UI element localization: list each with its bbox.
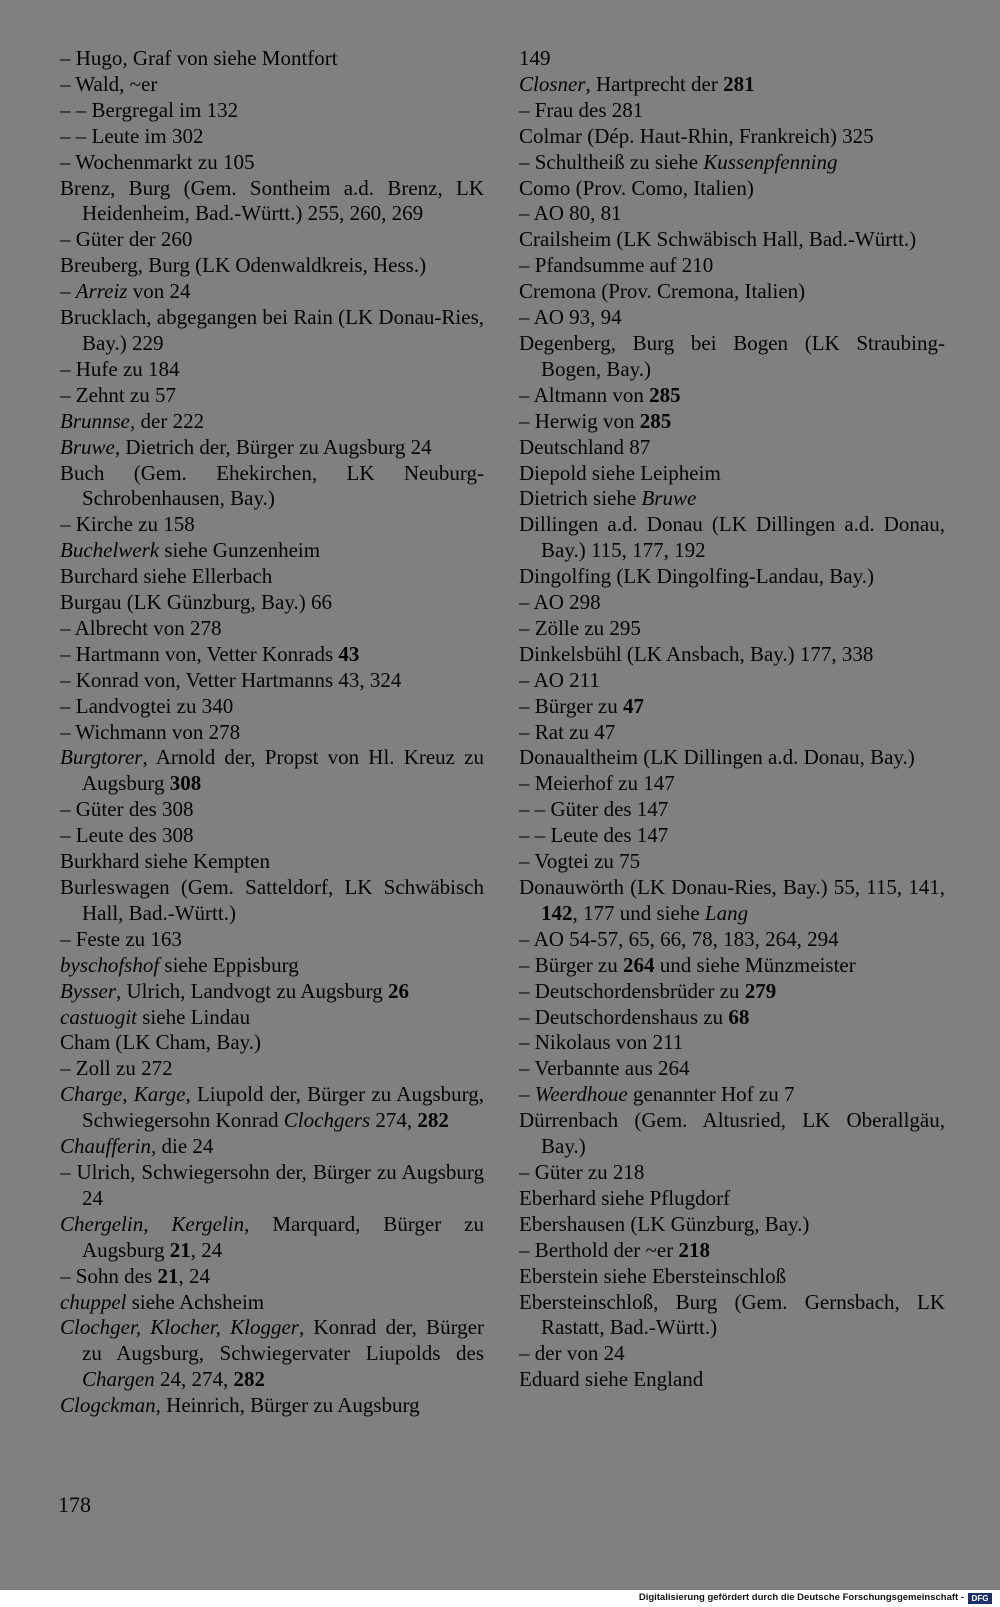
index-entry-text: – Hugo, Graf von siehe Montfort bbox=[60, 46, 338, 70]
index-entry-italic: Lang bbox=[704, 900, 749, 925]
index-entry-text: – Altmann von bbox=[519, 382, 650, 407]
index-entry bbox=[519, 694, 945, 720]
index-entry-text: – – Bergregal im 132 bbox=[60, 97, 239, 122]
index-entry-text: – Zölle zu 295 bbox=[519, 615, 641, 640]
index-entry-bold: 21 bbox=[157, 1263, 179, 1288]
index-entry-text: – Kirche zu 158 bbox=[60, 512, 195, 537]
index-entry bbox=[519, 927, 945, 953]
index-entry-text: Ebershausen (LK Günzburg, Bay.) bbox=[519, 1211, 810, 1236]
index-entry-text: – Herwig von bbox=[519, 408, 640, 433]
index-entry-text: – Zehnt zu 57 bbox=[60, 382, 177, 407]
index-entry-italic: Brunnse bbox=[60, 408, 130, 433]
index-entry-text: , Hartprecht der bbox=[585, 71, 724, 96]
index-entry-italic: Weerdhoue bbox=[534, 1082, 628, 1107]
index-entry-text: – Zoll zu 272 bbox=[60, 1056, 173, 1081]
index-entry bbox=[519, 1108, 945, 1160]
index-entry bbox=[60, 253, 484, 279]
index-entry bbox=[60, 590, 484, 616]
index-entry bbox=[60, 512, 484, 538]
index-entry bbox=[60, 357, 484, 383]
index-entry-text: – Vogtei zu 75 bbox=[519, 849, 641, 874]
index-entry-text: – Deutschordenshaus zu bbox=[519, 1004, 729, 1029]
index-entry-italic: Buchelwerk bbox=[60, 538, 160, 563]
index-entry bbox=[60, 1160, 484, 1212]
index-entry-text: – Frau des 281 bbox=[519, 97, 644, 122]
index-entry bbox=[519, 227, 945, 253]
index-entry-text: , Liupold der, Bürger zu Augsburg, Schwiegersohn Konrad bbox=[82, 1082, 484, 1133]
index-entry-text: Burchard siehe Ellerbach bbox=[60, 564, 273, 589]
index-entry-italic: Burgtorer bbox=[60, 745, 143, 770]
index-entry bbox=[60, 849, 484, 875]
index-entry bbox=[519, 1238, 945, 1264]
index-entry-text: , Konrad der, Bürger zu Augsburg, Schwiegervater Liupolds des bbox=[82, 1315, 484, 1366]
index-entry-italic: Charge, Karge bbox=[60, 1082, 186, 1107]
index-entry-bold: 285 bbox=[639, 408, 672, 433]
index-entry-text: Brenz, Burg (Gem. Sontheim a.d. Brenz, LK Heidenheim, Bad.-Württ.) 255, 260, 269 bbox=[60, 175, 484, 226]
index-entry-text: Dürrenbach (Gem. Altusried, LK Oberallgäu, Bay.) bbox=[519, 1108, 945, 1159]
index-entry bbox=[60, 1134, 484, 1160]
index-entry bbox=[519, 486, 945, 512]
index-entry-text: – Ulrich, Schwiegersohn der, Bürger zu Augsburg 24 bbox=[60, 1159, 484, 1210]
index-entry-text: Degenberg, Burg bei Bogen (LK Straubing-Bogen, Bay.) bbox=[519, 330, 945, 381]
index-entry bbox=[60, 1315, 484, 1393]
index-entry-text: Dietrich siehe bbox=[519, 486, 642, 511]
index-entry bbox=[519, 668, 945, 694]
index-entry-text: Eberhard siehe Pflugdorf bbox=[519, 1185, 731, 1210]
index-entry-text: – Pfandsumme auf 210 bbox=[519, 253, 714, 278]
index-entry bbox=[519, 1186, 945, 1212]
index-entry bbox=[60, 745, 484, 797]
index-entry-text: Eduard siehe England bbox=[519, 1367, 704, 1392]
index-entry bbox=[60, 875, 484, 927]
index-entry bbox=[60, 1290, 484, 1316]
index-entry-text: – AO 298 bbox=[519, 590, 601, 615]
index-entry-text: Donaualtheim (LK Dillingen a.d. Donau, Bay.) bbox=[519, 745, 915, 770]
index-entry bbox=[60, 279, 484, 305]
index-entry bbox=[60, 305, 484, 357]
index-entry-text: – Sohn des bbox=[60, 1263, 158, 1288]
index-entry-text: – bbox=[60, 279, 76, 304]
index-entry-text: Burleswagen (Gem. Satteldorf, LK Schwäbisch Hall, Bad.-Württ.) bbox=[60, 875, 484, 925]
index-entry bbox=[519, 461, 945, 487]
index-entry-text: , 24 bbox=[190, 1237, 223, 1262]
index-entry bbox=[519, 1160, 945, 1186]
index-entry-bold: 279 bbox=[744, 978, 777, 1003]
index-entry-text: Donauwörth (LK Donau-Ries, Bay.) 55, 115, 141, bbox=[519, 875, 945, 899]
index-entry-text: , der 222 bbox=[130, 408, 205, 433]
index-entry bbox=[519, 253, 945, 279]
index-entry-italic: Closner bbox=[519, 71, 586, 96]
index-entry-bold: 26 bbox=[388, 978, 409, 1003]
index-entry-text: und siehe Münzmeister bbox=[654, 952, 856, 977]
index-entry-text: – – Güter des 147 bbox=[519, 797, 669, 822]
index-entry bbox=[519, 279, 945, 305]
index-entry-text: 149 bbox=[519, 46, 551, 70]
index-entry-text: – AO 80, 81 bbox=[519, 201, 622, 226]
index-entry-text: – Wochenmarkt zu 105 bbox=[60, 149, 255, 174]
index-entry-text: – AO 54-57, 65, 66, 78, 183, 264, 294 bbox=[519, 926, 839, 951]
index-entry bbox=[519, 176, 945, 202]
index-entry bbox=[519, 590, 945, 616]
index-entry-bold: 142 bbox=[541, 900, 573, 925]
index-entry-text: – bbox=[519, 1082, 535, 1107]
index-entry-text: – – Leute des 147 bbox=[519, 823, 669, 848]
index-entry-text: , Heinrich, Bürger zu Augsburg bbox=[155, 1393, 420, 1418]
index-entry bbox=[60, 409, 484, 435]
index-entry bbox=[60, 1212, 484, 1264]
index-entry bbox=[519, 98, 945, 124]
index-entry-text: – Berthold der ~er bbox=[519, 1237, 679, 1262]
index-entry-text: – Landvogtei zu 340 bbox=[60, 693, 234, 718]
index-entry-italic: castuogit bbox=[60, 1004, 137, 1029]
index-entry-text: Como (Prov. Como, Italien) bbox=[519, 175, 754, 200]
index-entry bbox=[519, 1341, 945, 1367]
index-entry bbox=[60, 1393, 484, 1419]
index-entry-bold: 264 bbox=[623, 952, 655, 977]
index-entry bbox=[60, 668, 484, 694]
index-entry-bold: 68 bbox=[728, 1004, 750, 1029]
index-entry bbox=[60, 538, 484, 564]
index-entry-italic: byschofshof bbox=[60, 952, 160, 977]
index-entry bbox=[60, 98, 484, 124]
index-entry bbox=[519, 46, 945, 72]
index-entry bbox=[519, 1212, 945, 1238]
index-entry-text: , Ulrich, Landvogt zu Augsburg bbox=[116, 978, 388, 1003]
footer-bar bbox=[0, 1590, 1000, 1607]
index-column-right bbox=[519, 46, 945, 1393]
index-entry bbox=[60, 72, 484, 98]
index-entry bbox=[519, 642, 945, 668]
index-entry bbox=[60, 979, 484, 1005]
index-entry-text: Burgau (LK Günzburg, Bay.) 66 bbox=[60, 590, 332, 615]
index-entry-bold: 282 bbox=[233, 1367, 265, 1392]
index-entry-text: siehe Achsheim bbox=[126, 1289, 265, 1314]
index-entry-text: – Wichmann von 278 bbox=[60, 719, 241, 744]
index-entry-italic: Clochger, Klocher, Klogger bbox=[60, 1315, 299, 1340]
index-entry-text: , 24 bbox=[178, 1263, 210, 1288]
index-entry bbox=[60, 435, 484, 461]
index-entry-bold: 285 bbox=[649, 382, 681, 407]
index-entry-bold: 21 bbox=[169, 1237, 191, 1262]
index-entry bbox=[60, 797, 484, 823]
index-entry bbox=[519, 383, 945, 409]
index-entry-text: – Güter zu 218 bbox=[519, 1159, 645, 1184]
index-entry-text: – Nikolaus von 211 bbox=[519, 1030, 684, 1055]
index-entry bbox=[519, 1056, 945, 1082]
dfg-logo: DFG bbox=[968, 1593, 992, 1604]
index-entry bbox=[519, 1005, 945, 1031]
index-entry bbox=[519, 435, 945, 461]
index-entry-italic: Chaufferin bbox=[60, 1134, 152, 1159]
index-entry-text: – Bürger zu bbox=[519, 952, 624, 977]
index-entry-italic: Clochgers bbox=[283, 1108, 371, 1133]
index-entry-text: Eberstein siehe Ebersteinschloß bbox=[519, 1263, 787, 1288]
index-entry-text: Brucklach, abgegangen bei Rain (LK Donau-Ries, Bay.) 229 bbox=[60, 305, 484, 355]
index-entry bbox=[519, 409, 945, 435]
index-entry-text: Dillingen a.d. Donau (LK Dillingen a.d. Donau, Bay.) 115, 177, 192 bbox=[519, 512, 945, 563]
index-entry-text: Crailsheim (LK Schwäbisch Hall, Bad.-Württ.) bbox=[519, 227, 917, 252]
index-entry-text: Dinkelsbühl (LK Ansbach, Bay.) 177, 338 bbox=[519, 641, 874, 666]
index-entry-text: Diepold siehe Leipheim bbox=[519, 460, 721, 485]
index-entry-italic: Chergelin, Kergelin bbox=[60, 1211, 245, 1236]
index-entry-text: – Güter des 308 bbox=[60, 797, 194, 822]
index-entry bbox=[519, 797, 945, 823]
index-entry bbox=[519, 564, 945, 590]
index-entry-text: Dingolfing (LK Dingolfing-Landau, Bay.) bbox=[519, 564, 874, 589]
index-entry bbox=[60, 150, 484, 176]
index-entry-text: 24, 274, bbox=[154, 1367, 234, 1392]
index-entry-text: – Albrecht von 278 bbox=[60, 615, 222, 640]
index-entry bbox=[519, 201, 945, 227]
index-entry-text: – Leute des 308 bbox=[60, 823, 194, 848]
index-entry bbox=[519, 849, 945, 875]
index-entry-text: genannter Hof zu 7 bbox=[627, 1082, 795, 1107]
index-entry bbox=[519, 979, 945, 1005]
index-entry-text: – AO 211 bbox=[519, 667, 600, 692]
index-entry-text: 274, bbox=[370, 1108, 418, 1133]
index-entry bbox=[519, 720, 945, 746]
index-entry-text: – AO 93, 94 bbox=[519, 305, 622, 330]
index-entry bbox=[60, 823, 484, 849]
index-entry-bold: 43 bbox=[338, 641, 360, 666]
index-entry bbox=[519, 150, 945, 176]
index-entry-text: , 177 und siehe bbox=[572, 900, 705, 925]
index-entry bbox=[60, 1030, 484, 1056]
index-entry-text: Buch (Gem. Ehekirchen, LK Neuburg-Schrobenhausen, Bay.) bbox=[60, 460, 484, 511]
index-entry bbox=[519, 1367, 945, 1393]
index-entry-text: Cham (LK Cham, Bay.) bbox=[60, 1030, 262, 1055]
index-entry-text: – Meierhof zu 147 bbox=[519, 771, 675, 796]
index-entry bbox=[519, 1030, 945, 1056]
index-entry-text: – Bürger zu bbox=[519, 693, 624, 718]
index-column-left bbox=[60, 46, 484, 1419]
index-entry bbox=[519, 1290, 945, 1342]
index-entry bbox=[519, 875, 945, 927]
index-entry bbox=[519, 823, 945, 849]
index-entry-bold: 281 bbox=[723, 71, 755, 96]
index-entry bbox=[60, 694, 484, 720]
index-entry bbox=[60, 461, 484, 513]
index-entry-text: – Verbannte aus 264 bbox=[519, 1056, 690, 1081]
index-entry-text: – Feste zu 163 bbox=[60, 926, 182, 951]
index-entry bbox=[519, 771, 945, 797]
index-entry bbox=[519, 124, 945, 150]
index-entry-text: Cremona (Prov. Cremona, Italien) bbox=[519, 279, 806, 304]
index-entry bbox=[519, 331, 945, 383]
index-entry-text: – Schultheiß zu siehe bbox=[519, 149, 704, 174]
index-entry-text: – Hartmann von, Vetter Konrads bbox=[60, 641, 339, 666]
index-entry bbox=[60, 124, 484, 150]
index-entry bbox=[60, 953, 484, 979]
index-entry bbox=[60, 1082, 484, 1134]
index-entry-text: , Arnold der, Propst von Hl. Kreuz zu Augsburg bbox=[82, 745, 484, 796]
index-entry-text: – Rat zu 47 bbox=[519, 719, 616, 744]
index-entry bbox=[519, 953, 945, 979]
index-entry-text: siehe Eppisburg bbox=[159, 952, 299, 977]
index-entry bbox=[519, 305, 945, 331]
page-number: 178 bbox=[58, 1492, 91, 1517]
index-entry-italic: Bruwe bbox=[641, 486, 697, 511]
index-entry bbox=[519, 1264, 945, 1290]
index-entry bbox=[60, 616, 484, 642]
index-entry-text: von 24 bbox=[127, 279, 191, 304]
index-entry bbox=[60, 176, 484, 228]
index-entry-text: , Dietrich der, Bürger zu Augsburg 24 bbox=[114, 434, 432, 459]
index-entry bbox=[60, 927, 484, 953]
index-entry-text: – – Leute im 302 bbox=[60, 123, 204, 148]
index-entry bbox=[519, 512, 945, 564]
index-entry-bold: 218 bbox=[678, 1237, 710, 1262]
footer-credit-text: Digitalisierung gefördert durch die Deutsche Forschungsgemeinschaft - bbox=[638, 1592, 964, 1603]
index-entry-text: – Konrad von, Vetter Hartmanns 43, 324 bbox=[60, 667, 402, 692]
index-entry-italic: Bruwe bbox=[60, 434, 115, 459]
index-entry bbox=[519, 1082, 945, 1108]
index-entry bbox=[60, 642, 484, 668]
index-entry bbox=[60, 564, 484, 590]
index-entry-italic: Kussenpfenning bbox=[703, 149, 838, 174]
index-entry-text: , die 24 bbox=[151, 1134, 214, 1159]
index-entry bbox=[60, 46, 484, 72]
index-entry bbox=[519, 745, 945, 771]
index-entry-italic: chuppel bbox=[60, 1289, 127, 1314]
index-entry-text: – der von 24 bbox=[519, 1341, 625, 1366]
index-entry bbox=[60, 227, 484, 253]
index-entry-italic: Clogckman bbox=[60, 1393, 156, 1418]
index-entry-text: – Wald, ~er bbox=[60, 71, 158, 96]
index-entry-text: – Güter der 260 bbox=[60, 227, 193, 252]
index-entry bbox=[519, 72, 945, 98]
index-entry-text: , Marquard, Bürger zu Augsburg bbox=[82, 1211, 485, 1262]
index-entry-text: Burkhard siehe Kempten bbox=[60, 849, 270, 874]
index-entry-text: siehe Lindau bbox=[137, 1004, 251, 1029]
index-entry-text: Deutschland 87 bbox=[519, 434, 651, 459]
index-entry-text: siehe Gunzenheim bbox=[159, 538, 321, 563]
index-entry-bold: 282 bbox=[417, 1108, 449, 1133]
index-entry-text: – Hufe zu 184 bbox=[60, 356, 180, 381]
index-entry-italic: Chargen bbox=[82, 1367, 155, 1392]
index-entry-text: Breuberg, Burg (LK Odenwaldkreis, Hess.) bbox=[60, 253, 427, 278]
index-entry-bold: 47 bbox=[623, 693, 645, 718]
index-entry-italic: Bysser bbox=[60, 978, 116, 1003]
index-entry-italic: Arreiz bbox=[75, 279, 128, 304]
index-entry bbox=[60, 720, 484, 746]
index-entry bbox=[60, 1005, 484, 1031]
index-entry-text: – Deutschordensbrüder zu bbox=[519, 978, 745, 1003]
index-entry-text: Ebersteinschloß, Burg (Gem. Gernsbach, LK Rastatt, Bad.-Württ.) bbox=[519, 1289, 945, 1340]
index-entry bbox=[519, 616, 945, 642]
index-entry bbox=[60, 1264, 484, 1290]
index-entry bbox=[60, 1056, 484, 1082]
index-entry bbox=[60, 383, 484, 409]
index-entry-text: Colmar (Dép. Haut-Rhin, Frankreich) 325 bbox=[519, 123, 874, 148]
index-entry-bold: 308 bbox=[169, 771, 202, 796]
